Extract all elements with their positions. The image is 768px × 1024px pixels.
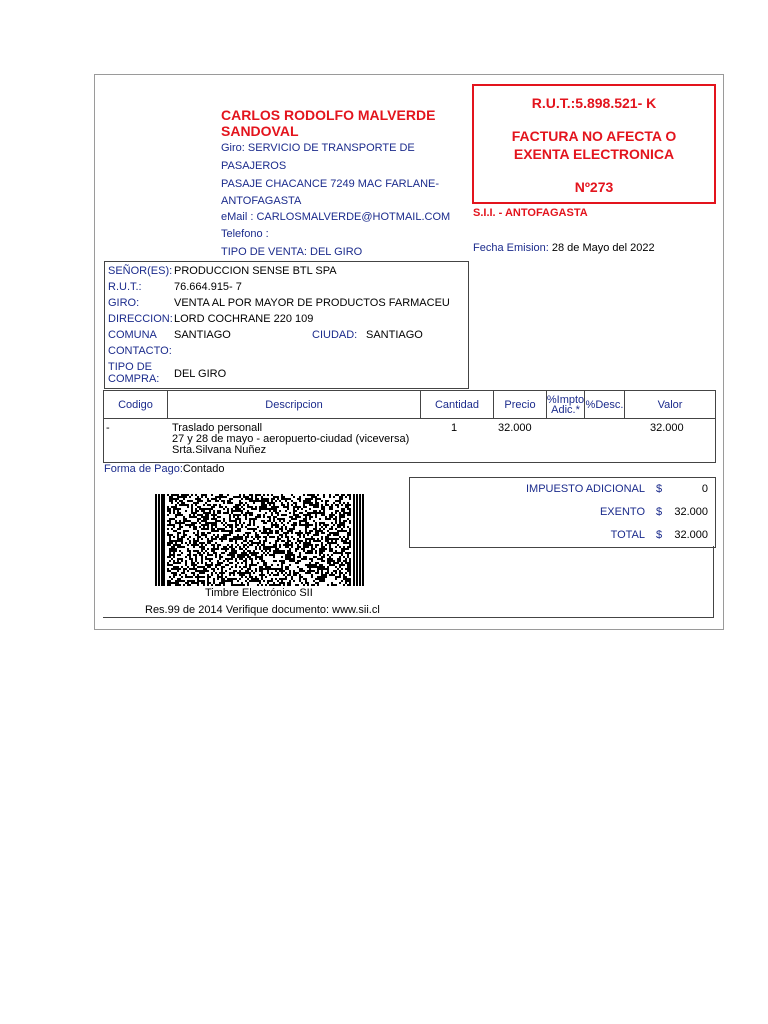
totals-box [409, 477, 716, 548]
client-direccion: LORD COCHRANE 220 109 [174, 313, 314, 325]
header-divider [104, 418, 715, 419]
row-precio: 32.000 [498, 422, 532, 434]
document-id-box [472, 84, 716, 204]
header-valor: Valor [657, 398, 683, 411]
client-tipo-compra-label-1: TIPO DE [108, 361, 153, 373]
row-codigo: - [106, 422, 110, 434]
document-rut: R.U.T.:5.898.521- K [531, 95, 657, 111]
electronic-stamp-barcode [155, 494, 365, 586]
client-comuna-label: COMUNA [108, 329, 157, 341]
issuer-giro-line1: Giro: SERVICIO DE TRANSPORTE DE [221, 142, 415, 154]
impuesto-currency: $ [656, 483, 663, 495]
payment-value: Contado [182, 463, 225, 475]
total-value: 32.000 [674, 529, 708, 541]
issuer-name [221, 107, 461, 139]
issuer-address-line1: PASAJE CHACANCE 7249 MAC FARLANE- [221, 178, 440, 190]
document-type-line1: FACTURA NO AFECTA O [511, 128, 677, 144]
header-codigo: Codigo [104, 391, 168, 418]
exento-currency: $ [656, 506, 663, 518]
row-cantidad: 1 [451, 422, 458, 434]
client-comuna: SANTIAGO [174, 329, 231, 341]
items-table [103, 390, 716, 463]
total-label: TOTAL [610, 529, 645, 541]
client-rut-label: R.U.T.: [108, 281, 142, 293]
issuer-email: eMail : CARLOSMALVERDE@HOTMAIL.COM [221, 211, 451, 223]
emission-date [473, 242, 655, 254]
client-tipo-compra: DEL GIRO [174, 368, 227, 380]
stamp-caption: Timbre Electrónico SII [205, 587, 313, 599]
document-folio: Nº273 [574, 179, 614, 195]
header-desc: %Desc. [585, 391, 625, 418]
issuer-phone: Telefono : [221, 228, 269, 240]
header-impto [547, 391, 585, 418]
row-descripcion-line1: Traslado personall [172, 422, 263, 434]
issuer-sale-type: TIPO DE VENTA: DEL GIRO [221, 246, 363, 258]
header-impto-line1: %Impto [546, 393, 585, 406]
issuer-name-line2: SANDOVAL [221, 123, 299, 139]
footer-right-border [713, 546, 714, 617]
document-type [474, 127, 714, 163]
sii-office: S.I.I. - ANTOFAGASTA [473, 207, 588, 219]
exento-value: 32.000 [674, 506, 708, 518]
impuesto-value: 0 [701, 483, 708, 495]
row-descripcion [172, 423, 409, 456]
payment-label: Forma de Pago: [104, 463, 183, 475]
payment-method [104, 463, 224, 475]
total-currency: $ [656, 529, 663, 541]
emission-label: Fecha Emision: [473, 242, 549, 254]
client-tipo-compra-label-2: COMPRA: [108, 373, 160, 385]
client-senores: PRODUCCION SENSE BTL SPA [174, 265, 337, 277]
exento-label: EXENTO [599, 506, 645, 518]
client-box [104, 261, 469, 389]
document-type-line2: EXENTA ELECTRONICA [513, 146, 675, 162]
row-valor: 32.000 [650, 422, 684, 434]
client-ciudad: SANTIAGO [366, 329, 423, 341]
row-descripcion-line2: 27 y 28 de mayo - aeropuerto-ciudad (viceversa) [172, 433, 410, 445]
emission-value: 28 de Mayo del 2022 [551, 242, 655, 254]
header-impto-line2: Adic.* [551, 403, 580, 416]
footer-divider [103, 617, 714, 618]
client-ciudad-label: CIUDAD: [312, 329, 358, 341]
client-senores-label: SEÑOR(ES): [108, 265, 173, 277]
client-contacto-label: CONTACTO: [108, 345, 172, 357]
issuer-giro-line2: PASAJEROS [221, 160, 287, 172]
client-giro-label: GIRO: [108, 297, 140, 309]
issuer-name-line1: CARLOS RODOLFO MALVERDE [221, 107, 436, 123]
header-cantidad: Cantidad [421, 391, 494, 418]
header-precio: Precio [494, 391, 547, 418]
client-giro: VENTA AL POR MAYOR DE PRODUCTOS FARMACEU [174, 297, 450, 309]
row-descripcion-line3: Srta.Silvana Nuñez [172, 444, 267, 456]
impuesto-label: IMPUESTO ADICIONAL [526, 483, 645, 495]
client-rut: 76.664.915- 7 [174, 281, 242, 293]
header-descripcion: Descripcion [168, 391, 421, 418]
issuer-address-line2: ANTOFAGASTA [221, 195, 302, 207]
client-direccion-label: DIRECCION: [108, 313, 173, 325]
stamp-resolution: Res.99 de 2014 Verifique documento: www.sii.cl [145, 604, 380, 616]
